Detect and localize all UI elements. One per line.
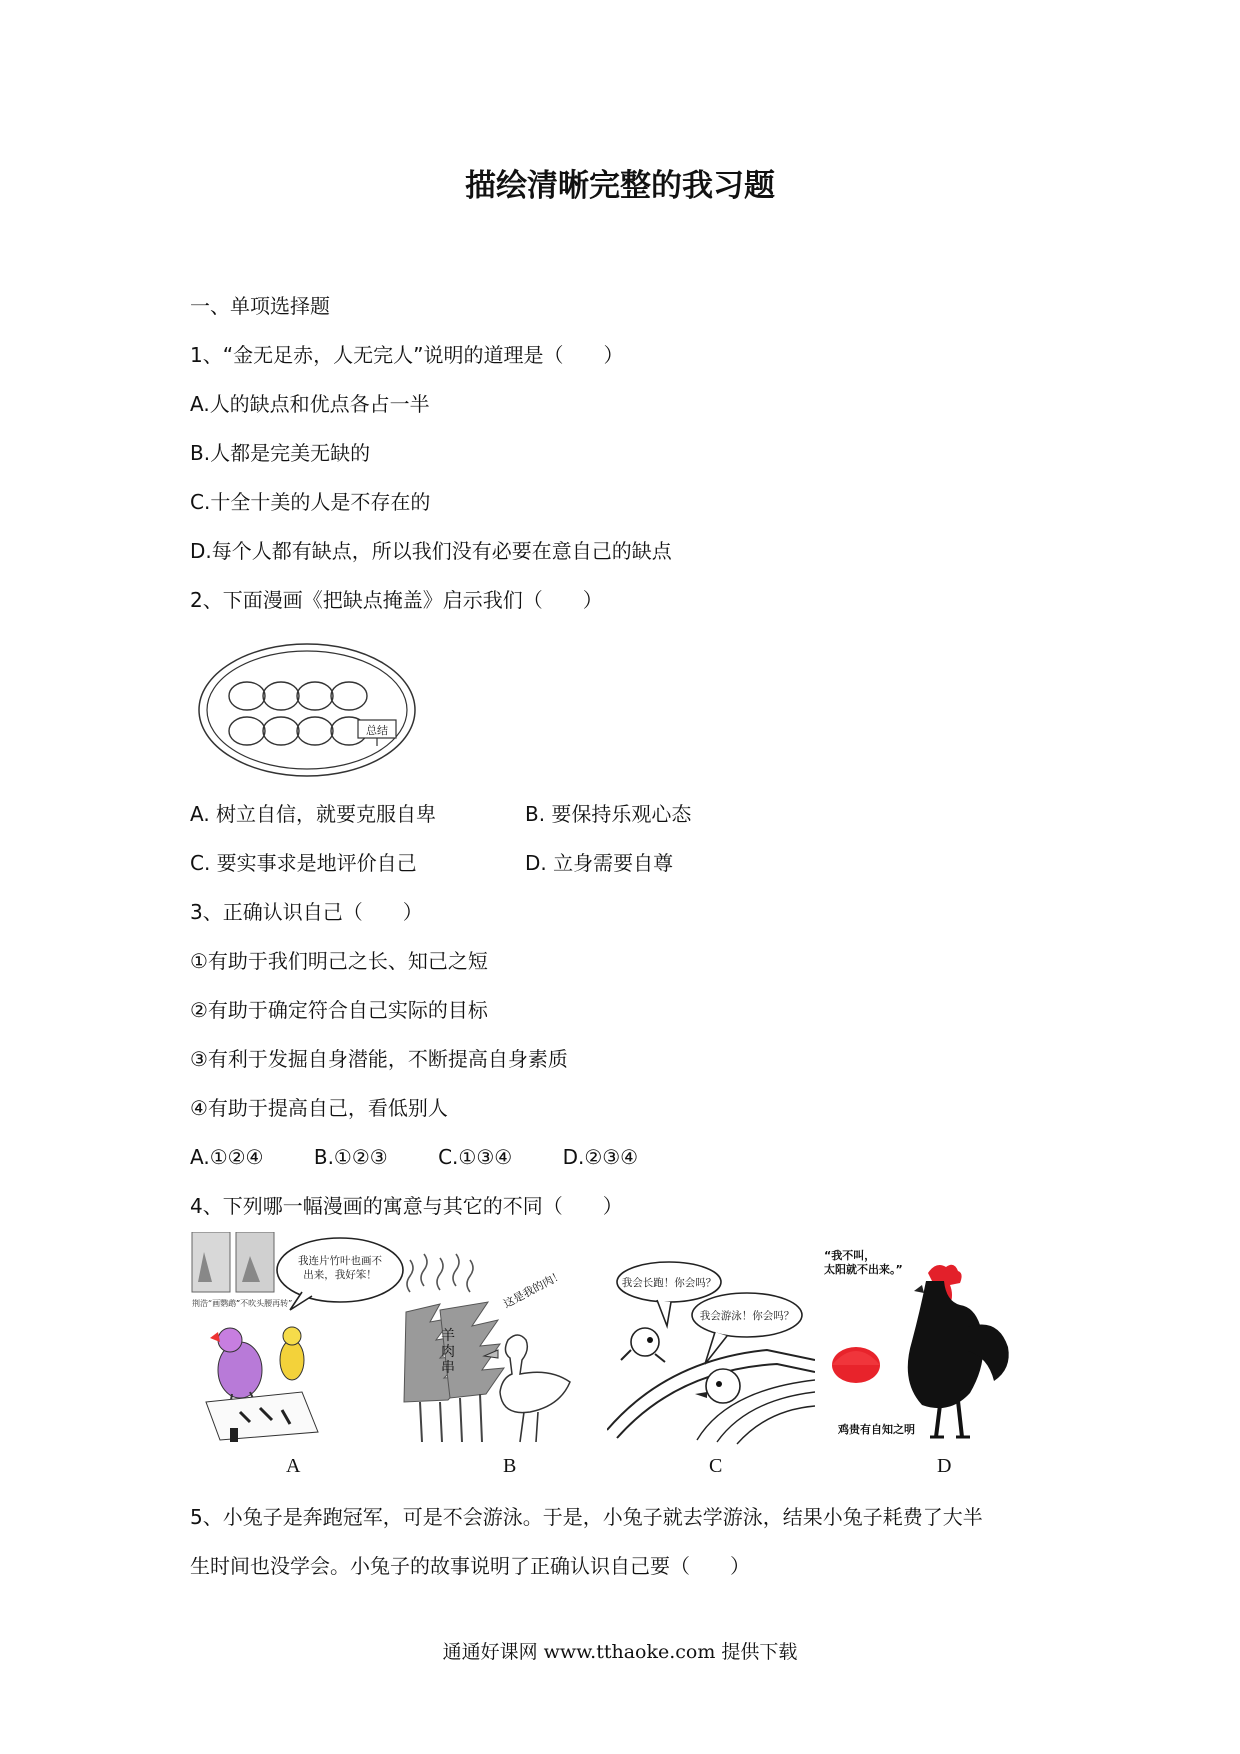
comic-label-b: B	[503, 1455, 517, 1477]
comic-d-caption: 鸡贵有自知之明	[838, 1423, 915, 1436]
q3-item-1: ①有助于我们明己之长、知己之短	[190, 949, 488, 973]
q5-stem-line-1: 5、小兔子是奔跑冠军，可是不会游泳。于是，小兔子就去学游泳，结果小兔子耗费了大半	[190, 1505, 983, 1529]
q2-plate-figure	[195, 640, 420, 780]
q2-option-a: A. 树立自信，就要克服自卑	[190, 802, 437, 826]
comic-d-quote: “我不叫，太阳就不出来。”	[824, 1249, 903, 1276]
q3-option-a: A.①②④	[190, 1145, 264, 1169]
q1-stem: 1、“金无足赤，人无完人”说明的道理是（ ）	[190, 343, 624, 367]
comic-b-bubble: 这是我的肉！	[501, 1268, 566, 1311]
page-title: 描绘清晰完整的我习题	[465, 168, 775, 204]
q3-item-4: ④有助于提高自己，看低别人	[190, 1096, 448, 1120]
comic-label-a: A	[286, 1455, 301, 1477]
q1-option-c: C.十全十美的人是不存在的	[190, 490, 431, 514]
q1-option-a: A.人的缺点和优点各占一半	[190, 392, 430, 416]
comic-a-caption-1: 荆浩“画鹦鹉”	[192, 1299, 241, 1308]
comic-label-c: C	[709, 1455, 723, 1477]
q2-option-d: D. 立身需要自尊	[525, 851, 674, 875]
q5-stem-line-2: 生时间也没学会。小兔子的故事说明了正确认识自己要（ ）	[190, 1554, 750, 1578]
q2-option-b: B. 要保持乐观心态	[525, 802, 692, 826]
section-heading: 一、单项选择题	[190, 294, 330, 318]
q1-option-b: B.人都是完美无缺的	[190, 441, 371, 465]
q1-option-d: D.每个人都有缺点，所以我们没有必要在意自己的缺点	[190, 539, 672, 563]
comic-a	[190, 1232, 405, 1447]
comic-c-bubble-1: 我会长跑！你会吗？	[621, 1277, 717, 1289]
q3-options	[190, 1144, 682, 1170]
q3-option-c: C.①③④	[438, 1145, 513, 1169]
comic-d	[818, 1237, 1018, 1447]
comic-b-sign: 羊肉串	[441, 1328, 455, 1376]
comic-b	[400, 1252, 585, 1447]
comic-c-bubble-2: 我会游泳！你会吗？	[699, 1310, 795, 1322]
q3-item-3: ③有利于发掘自身潜能，不断提高自身素质	[190, 1047, 568, 1071]
q2-stem: 2、下面漫画《把缺点掩盖》启示我们（ ）	[190, 588, 603, 612]
q2-figure-tag: 总结	[366, 724, 388, 737]
q2-option-c: C. 要实事求是地评价自己	[190, 851, 417, 875]
comic-c	[607, 1260, 815, 1450]
comic-label-d: D	[937, 1455, 952, 1477]
q3-item-2: ②有助于确定符合自己实际的目标	[190, 998, 488, 1022]
comic-a-bubble: 我连片竹叶也画不出来，我好笨！	[298, 1255, 382, 1281]
q4-stem: 4、下列哪一幅漫画的寓意与其它的不同（ ）	[190, 1194, 623, 1218]
q3-stem: 3、正确认识自己（ ）	[190, 900, 423, 924]
page-footer: 通通好课网 www.tthaoke.com 提供下载	[442, 1641, 798, 1663]
q3-option-b: B.①②③	[313, 1145, 388, 1169]
q3-option-d: D.②③④	[562, 1145, 639, 1169]
comic-a-caption-2: “不吹头腰再转”	[236, 1299, 293, 1308]
